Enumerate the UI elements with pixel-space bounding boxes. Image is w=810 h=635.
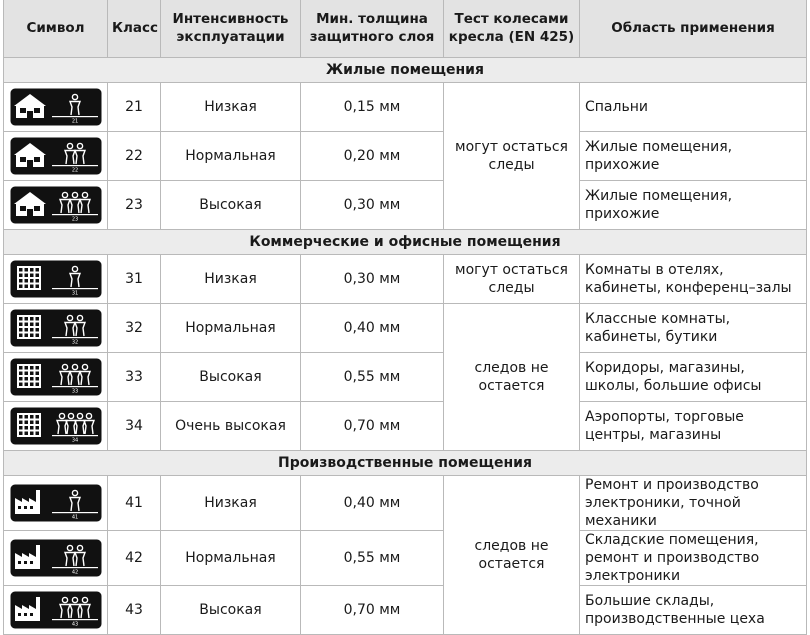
class-cell: 31: [108, 255, 161, 304]
symbol-class-number: 21: [71, 118, 78, 125]
class-cell: 21: [108, 83, 161, 132]
symbol-class-number: 42: [71, 569, 78, 576]
symbol-cell: [4, 181, 108, 230]
intensity-cell: Высокая: [161, 353, 301, 402]
chair-test-cell: могут остаться следы: [444, 255, 580, 304]
thickness-cell: 0,30 мм: [301, 255, 444, 304]
section-row: [4, 58, 807, 83]
intensity-cell: Нормальная: [161, 304, 301, 353]
header-chair-test: Тест колесами кресла (EN 425): [444, 0, 580, 58]
symbol-cell: [4, 353, 108, 402]
thickness-cell: 0,55 мм: [301, 353, 444, 402]
application-cell: Ремонт и производство электроники, точной механики: [580, 476, 807, 531]
symbol-class-number: 34: [71, 437, 78, 444]
office-building-icon: [17, 315, 41, 339]
class-cell: 42: [108, 531, 161, 586]
class-symbol-icon: [10, 539, 102, 577]
table-row: [4, 255, 807, 304]
class-symbol-icon: [10, 137, 102, 175]
intensity-cell: Очень высокая: [161, 402, 301, 451]
office-building-icon: [17, 413, 41, 437]
application-cell: Жилые помещения, прихожие: [580, 132, 807, 181]
application-cell: Аэропорты, торговые центры, магазины: [580, 402, 807, 451]
header-intensity: Интенсивность эксплуатации: [161, 0, 301, 58]
table-body: [4, 58, 807, 635]
header-thickness: Мин. толщина защитного слоя: [301, 0, 444, 58]
header-symbol: Символ: [4, 0, 108, 58]
class-symbol-icon: [10, 591, 102, 629]
symbol-cell: [4, 402, 108, 451]
intensity-cell: Низкая: [161, 255, 301, 304]
application-cell: Спальни: [580, 83, 807, 132]
section-title: Коммерческие и офисные помещения: [4, 230, 807, 255]
table-row: [4, 586, 807, 635]
symbol-cell: [4, 83, 108, 132]
application-cell: Коридоры, магазины, школы, большие офисы: [580, 353, 807, 402]
application-cell: Складские помещения, ремонт и производство электроники: [580, 531, 807, 586]
class-symbol-icon: [10, 407, 102, 445]
application-cell: Жилые помещения, прихожие: [580, 181, 807, 230]
table-row: [4, 402, 807, 451]
table-row: [4, 353, 807, 402]
thickness-cell: 0,20 мм: [301, 132, 444, 181]
office-building-icon: [17, 364, 41, 388]
symbol-cell: [4, 531, 108, 586]
header-row: [4, 0, 807, 58]
symbol-class-number: 43: [71, 621, 78, 628]
intensity-cell: Высокая: [161, 181, 301, 230]
table-row: [4, 83, 807, 132]
header-application: Область применения: [580, 0, 807, 58]
symbol-class-number: 33: [71, 388, 78, 395]
symbol-class-number: 22: [71, 167, 78, 174]
symbol-cell: [4, 586, 108, 635]
intensity-cell: Низкая: [161, 476, 301, 531]
thickness-cell: 0,30 мм: [301, 181, 444, 230]
application-cell: Классные комнаты, кабинеты, бутики: [580, 304, 807, 353]
intensity-cell: Нормальная: [161, 132, 301, 181]
table-row: [4, 476, 807, 531]
class-symbol-icon: [10, 358, 102, 396]
class-cell: 34: [108, 402, 161, 451]
thickness-cell: 0,40 мм: [301, 304, 444, 353]
class-symbol-icon: [10, 260, 102, 298]
class-symbol-icon: [10, 186, 102, 224]
chair-test-cell: могут остаться следы: [444, 83, 580, 230]
application-cell: Комнаты в отелях, кабинеты, конференц–залы: [580, 255, 807, 304]
section-title: Производственные помещения: [4, 451, 807, 476]
table-row: [4, 531, 807, 586]
symbol-class-number: 31: [71, 290, 78, 297]
class-cell: 32: [108, 304, 161, 353]
class-symbol-icon: [10, 484, 102, 522]
thickness-cell: 0,15 мм: [301, 83, 444, 132]
symbol-class-number: 41: [71, 514, 78, 521]
chair-test-cell: следов не остается: [444, 476, 580, 635]
symbol-cell: [4, 304, 108, 353]
chair-test-cell: следов не остается: [444, 304, 580, 451]
application-cell: Большие склады, производственные цеха: [580, 586, 807, 635]
table-row: [4, 304, 807, 353]
thickness-cell: 0,40 мм: [301, 476, 444, 531]
class-cell: 43: [108, 586, 161, 635]
symbol-class-number: 23: [71, 216, 78, 223]
intensity-cell: Высокая: [161, 586, 301, 635]
header-class: Класс: [108, 0, 161, 58]
class-cell: 33: [108, 353, 161, 402]
section-title: Жилые помещения: [4, 58, 807, 83]
class-symbol-icon: [10, 88, 102, 126]
table-row: [4, 181, 807, 230]
intensity-cell: Низкая: [161, 83, 301, 132]
section-row: [4, 451, 807, 476]
symbol-class-number: 32: [71, 339, 78, 346]
class-symbol-icon: [10, 309, 102, 347]
class-cell: 41: [108, 476, 161, 531]
section-row: [4, 230, 807, 255]
office-building-icon: [17, 266, 41, 290]
intensity-cell: Нормальная: [161, 531, 301, 586]
symbol-cell: [4, 132, 108, 181]
class-cell: 23: [108, 181, 161, 230]
table-row: [4, 132, 807, 181]
symbol-cell: [4, 476, 108, 531]
thickness-cell: 0,70 мм: [301, 402, 444, 451]
thickness-cell: 0,55 мм: [301, 531, 444, 586]
symbol-cell: [4, 255, 108, 304]
class-cell: 22: [108, 132, 161, 181]
thickness-cell: 0,70 мм: [301, 586, 444, 635]
flooring-class-table: [3, 0, 807, 635]
